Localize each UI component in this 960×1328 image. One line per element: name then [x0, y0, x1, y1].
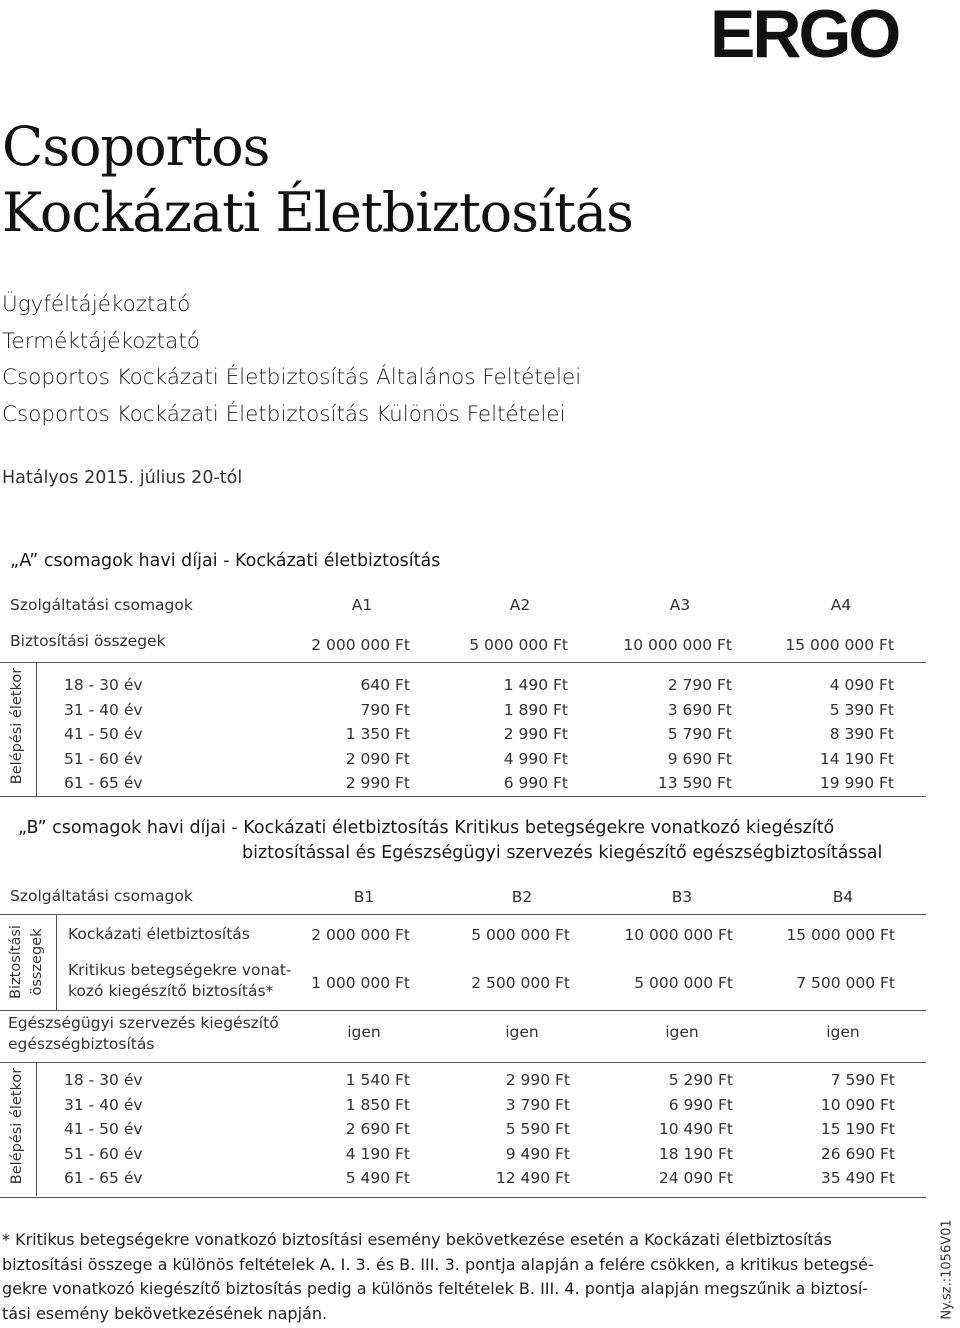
- table-row: [0, 725, 926, 750]
- table-a-divider: [0, 662, 926, 663]
- premium-cell: 4 190 Ft: [345, 1144, 410, 1163]
- life-sum-cell: 2 000 000 Ft: [311, 926, 410, 944]
- premium-cell: 4 090 Ft: [829, 676, 894, 694]
- table-a-heading: „A” csomagok havi díjai - Kockázati életbiztosítás: [10, 551, 441, 571]
- table-b-bottom-rule: [0, 1197, 926, 1198]
- age-band: 41 - 50 év: [64, 1120, 143, 1138]
- document-item: Csoportos Kockázati Életbiztosítás Általános Feltételei: [2, 365, 582, 390]
- life-sum-cell: 10 000 000 Ft: [624, 926, 733, 944]
- table-b-sums-axis-label-line2: összegek: [29, 928, 45, 996]
- table-a-bottom-rule: [0, 796, 926, 797]
- premium-cell: 3 790 Ft: [505, 1095, 570, 1114]
- table-row: [0, 676, 926, 701]
- premium-cell: 2 990 Ft: [503, 725, 568, 743]
- table-row: [0, 1096, 926, 1121]
- table-a-sum-cell: 15 000 000 Ft: [785, 636, 894, 654]
- critical-sum-cell: 5 000 000 Ft: [634, 974, 733, 992]
- premium-cell: 13 590 Ft: [657, 774, 732, 792]
- age-band: 51 - 60 év: [64, 749, 143, 768]
- table-b-package-header: B2: [511, 888, 533, 906]
- critical-sum-cell: 1 000 000 Ft: [311, 974, 410, 992]
- life-sum-cell: 15 000 000 Ft: [786, 926, 895, 944]
- premium-cell: 1 350 Ft: [345, 725, 410, 743]
- effective-date: Hatályos 2015. július 20-tól: [2, 468, 243, 488]
- health-included-cell: igen: [665, 1023, 699, 1041]
- health-included-cell: igen: [826, 1023, 860, 1041]
- table-b-sums-axis-label-line1: Biztosítási: [8, 925, 24, 999]
- critical-sum-cell: 2 500 000 Ft: [471, 974, 570, 992]
- premium-cell: 9 690 Ft: [667, 749, 732, 768]
- health-included-cell: igen: [347, 1023, 381, 1041]
- premium-cell: 5 790 Ft: [667, 725, 732, 743]
- premium-cell: 4 990 Ft: [503, 749, 568, 768]
- table-a-packages-label: Szolgáltatási csomagok: [10, 596, 193, 614]
- table-row: [0, 701, 926, 726]
- premium-cell: 5 390 Ft: [829, 700, 894, 719]
- premium-cell: 24 090 Ft: [658, 1169, 733, 1187]
- table-a-package-header: A2: [509, 596, 531, 614]
- premium-cell: 9 490 Ft: [505, 1144, 570, 1163]
- table-b-package-header: B1: [353, 888, 375, 906]
- premium-cell: 790 Ft: [360, 700, 410, 719]
- age-band: 18 - 30 év: [64, 676, 143, 694]
- page-title-line2: Kockázati Életbiztosítás: [2, 181, 633, 244]
- premium-cell: 5 590 Ft: [505, 1120, 570, 1138]
- critical-illness-label-line1: Kritikus betegségekre vonat-: [68, 961, 292, 979]
- premium-cell: 12 490 Ft: [495, 1169, 570, 1187]
- critical-sum-cell: 7 500 000 Ft: [796, 974, 895, 992]
- table-row: [0, 1071, 926, 1096]
- document-code: Ny.sz.:1056V01: [939, 1219, 955, 1320]
- premium-cell: 6 990 Ft: [668, 1095, 733, 1114]
- document-item: Terméktájékoztató: [2, 328, 200, 354]
- health-organisation-label-line2: egészségbiztosítás: [8, 1035, 155, 1053]
- age-band: 31 - 40 év: [64, 700, 143, 719]
- premium-cell: 10 090 Ft: [820, 1095, 895, 1114]
- page-title-line1: Csoportos: [2, 115, 270, 178]
- premium-cell: 8 390 Ft: [829, 725, 894, 743]
- premium-cell: 6 990 Ft: [503, 774, 568, 792]
- table-b-divider: [0, 1062, 926, 1063]
- age-band: 31 - 40 év: [64, 1095, 143, 1114]
- premium-cell: 15 190 Ft: [820, 1120, 895, 1138]
- premium-cell: 2 990 Ft: [505, 1071, 570, 1089]
- life-sum-cell: 5 000 000 Ft: [471, 926, 570, 944]
- table-a-package-header: A1: [351, 596, 373, 614]
- table-row: [0, 1169, 926, 1194]
- premium-cell: 10 490 Ft: [658, 1120, 733, 1138]
- premium-cell: 5 490 Ft: [345, 1169, 410, 1187]
- premium-cell: 1 850 Ft: [345, 1095, 410, 1114]
- ergo-logo: ERGO: [710, 0, 899, 72]
- health-organisation-label-line1: Egészségügyi szervezés kiegészítő: [8, 1014, 279, 1032]
- health-included-cell: igen: [505, 1023, 539, 1041]
- premium-cell: 5 290 Ft: [668, 1071, 733, 1089]
- age-band: 18 - 30 év: [64, 1071, 143, 1089]
- premium-cell: 7 590 Ft: [830, 1071, 895, 1089]
- document-list: [2, 287, 581, 433]
- premium-cell: 2 690 Ft: [345, 1120, 410, 1138]
- age-band: 41 - 50 év: [64, 725, 143, 743]
- premium-cell: 1 890 Ft: [503, 700, 568, 719]
- premium-cell: 1 490 Ft: [503, 676, 568, 694]
- table-a-package-header: A4: [830, 596, 852, 614]
- document-item: Ügyféltájékoztató: [2, 292, 191, 317]
- premium-cell: 640 Ft: [360, 676, 410, 694]
- premium-cell: 2 090 Ft: [345, 749, 410, 768]
- table-row: [0, 750, 926, 775]
- table-a-sum-cell: 2 000 000 Ft: [311, 636, 410, 654]
- footnote: [2, 1228, 902, 1326]
- footnote-line: tási esemény bekövetkezésének napján.: [2, 1303, 328, 1323]
- table-a-age-axis-label: Belépési életkor: [9, 667, 25, 785]
- age-band: 61 - 65 év: [64, 1169, 143, 1187]
- premium-cell: 18 190 Ft: [658, 1144, 733, 1163]
- table-b-heading-line2: biztosítással és Egészségügyi szervezés kiegészítő egészségbiztosítással: [242, 843, 883, 863]
- premium-cell: 3 690 Ft: [667, 700, 732, 719]
- table-b-divider: [0, 1010, 926, 1011]
- premium-cell: 26 690 Ft: [820, 1144, 895, 1163]
- age-band: 61 - 65 év: [64, 774, 143, 792]
- premium-cell: 14 190 Ft: [819, 749, 894, 768]
- table-b-packages-label: Szolgáltatási csomagok: [10, 887, 193, 905]
- footnote-line: * Kritikus betegségekre vonatkozó biztosítási esemény bekövetkezése esetén a Kockázati életbiztosítás: [2, 1230, 832, 1249]
- footnote-line: biztosítási összege a különös feltételek A. I. 3. és B. III. 3. pontja alapján a felére csökken, a kritikus betegsé-: [2, 1254, 874, 1274]
- table-a-sums-label: Biztosítási összegek: [10, 632, 166, 650]
- table-b-package-header: B4: [832, 888, 854, 906]
- table-b-divider: [0, 914, 926, 915]
- footnote-line: gekre vonatkozó kiegészítő biztosítás pedig a különös feltételek B. III. 4. pontja alapján megszűnik a biztosí-: [2, 1279, 869, 1298]
- table-b-package-header: B3: [671, 888, 693, 906]
- table-b-heading-line1: „B” csomagok havi díjai - Kockázati életbiztosítás Kritikus betegségekre vonatkozó kiegészítő: [18, 818, 835, 838]
- premium-cell: 1 540 Ft: [345, 1071, 410, 1089]
- critical-illness-label-line2: kozó kiegészítő biztosítás*: [68, 982, 274, 1000]
- premium-cell: 19 990 Ft: [819, 774, 894, 792]
- table-b-sums-axis-divider: [56, 914, 57, 1010]
- premium-cell: 2 990 Ft: [345, 774, 410, 792]
- premium-cell: 2 790 Ft: [667, 676, 732, 694]
- table-a-sum-cell: 5 000 000 Ft: [469, 636, 568, 654]
- life-insurance-label: Kockázati életbiztosítás: [68, 925, 250, 943]
- table-row: [0, 1120, 926, 1145]
- age-band: 51 - 60 év: [64, 1144, 143, 1163]
- table-a-package-header: A3: [669, 596, 691, 614]
- premium-cell: 35 490 Ft: [820, 1169, 895, 1187]
- document-item: Csoportos Kockázati Életbiztosítás Különös Feltételei: [2, 401, 566, 427]
- table-row: [0, 1145, 926, 1170]
- table-b-age-axis-label: Belépési életkor: [9, 1067, 25, 1185]
- table-a-sum-cell: 10 000 000 Ft: [623, 636, 732, 654]
